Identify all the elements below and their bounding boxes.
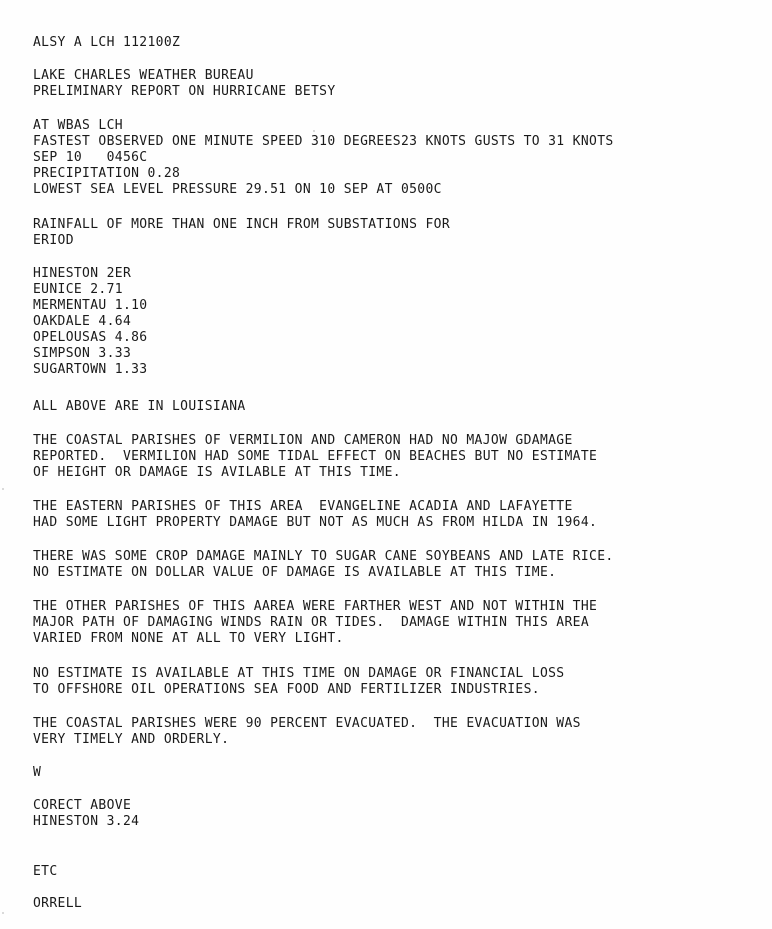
paragraph-line: NO ESTIMATE IS AVAILABLE AT THIS TIME ON DAMAGE OR FINANCIAL LOSS bbox=[33, 666, 565, 681]
paragraph-line: MAJOR PATH OF DAMAGING WINDS RAIN OR TIDES. DAMAGE WITHIN THIS AREA bbox=[33, 615, 590, 630]
paragraph-line: NO ESTIMATE ON DOLLAR VALUE OF DAMAGE IS AVAILABLE AT THIS TIME. bbox=[33, 565, 557, 580]
rainfall-station: EUNICE 2.71 bbox=[33, 282, 123, 297]
scan-speck bbox=[313, 130, 315, 132]
report-title: PRELIMINARY REPORT ON HURRICANE BETSY bbox=[33, 84, 336, 99]
paragraph-line: THE OTHER PARISHES OF THIS AAREA WERE FARTHER WEST AND NOT WITHIN THE bbox=[33, 599, 598, 614]
footer-etc: ETC bbox=[33, 864, 58, 879]
rainfall-station: OAKDALE 4.64 bbox=[33, 314, 132, 329]
wind-time-line: SEP 10 0456C bbox=[33, 150, 148, 165]
paragraph-line: THE EASTERN PARISHES OF THIS AREA EVANGELINE ACADIA AND LAFAYETTE bbox=[33, 499, 573, 514]
rainfall-intro-continued: ERIOD bbox=[33, 233, 74, 248]
station-line: AT WBAS LCH bbox=[33, 118, 123, 133]
paragraph-line: VARIED FROM NONE AT ALL TO VERY LIGHT. bbox=[33, 631, 344, 646]
rainfall-station: HINESTON 2ER bbox=[33, 266, 132, 281]
rainfall-station: MERMENTAU 1.10 bbox=[33, 298, 148, 313]
routing-line: ALSY A LCH 112100Z bbox=[33, 35, 181, 50]
rainfall-intro: RAINFALL OF MORE THAN ONE INCH FROM SUBSTATIONS FOR bbox=[33, 217, 451, 232]
scan-speck bbox=[2, 488, 4, 490]
footer-w: W bbox=[33, 765, 42, 780]
paragraph-line: THE COASTAL PARISHES OF VERMILION AND CAMERON HAD NO MAJOW GDAMAGE bbox=[33, 433, 573, 448]
fastest-wind-line: FASTEST OBSERVED ONE MINUTE SPEED 310 DEGREES23 KNOTS GUSTS TO 31 KNOTS bbox=[33, 134, 614, 149]
rainfall-note: ALL ABOVE ARE IN LOUISIANA bbox=[33, 399, 246, 414]
paragraph-line: REPORTED. VERMILION HAD SOME TIDAL EFFECT ON BEACHES BUT NO ESTIMATE bbox=[33, 449, 598, 464]
paragraph-line: THERE WAS SOME CROP DAMAGE MAINLY TO SUGAR CANE SOYBEANS AND LATE RICE. bbox=[33, 549, 614, 564]
office-name: LAKE CHARLES WEATHER BUREAU bbox=[33, 68, 254, 83]
rainfall-station: OPELOUSAS 4.86 bbox=[33, 330, 148, 345]
correction-line: CORECT ABOVE bbox=[33, 798, 132, 813]
paragraph-line: TO OFFSHORE OIL OPERATIONS SEA FOOD AND FERTILIZER INDUSTRIES. bbox=[33, 682, 540, 697]
pressure-line: LOWEST SEA LEVEL PRESSURE 29.51 ON 10 SEP AT 0500C bbox=[33, 182, 442, 197]
rainfall-station: SUGARTOWN 1.33 bbox=[33, 362, 148, 377]
scan-speck bbox=[2, 912, 4, 914]
precipitation-line: PRECIPITATION 0.28 bbox=[33, 166, 181, 181]
correction-value: HINESTON 3.24 bbox=[33, 814, 140, 829]
paragraph-line: OF HEIGHT OR DAMAGE IS AVILABLE AT THIS TIME. bbox=[33, 465, 401, 480]
signature: ORRELL bbox=[33, 896, 83, 911]
paragraph-line: VERY TIMELY AND ORDERLY. bbox=[33, 732, 230, 747]
paragraph-line: THE COASTAL PARISHES WERE 90 PERCENT EVACUATED. THE EVACUATION WAS bbox=[33, 716, 581, 731]
paragraph-line: HAD SOME LIGHT PROPERTY DAMAGE BUT NOT AS MUCH AS FROM HILDA IN 1964. bbox=[33, 515, 598, 530]
rainfall-station: SIMPSON 3.33 bbox=[33, 346, 132, 361]
